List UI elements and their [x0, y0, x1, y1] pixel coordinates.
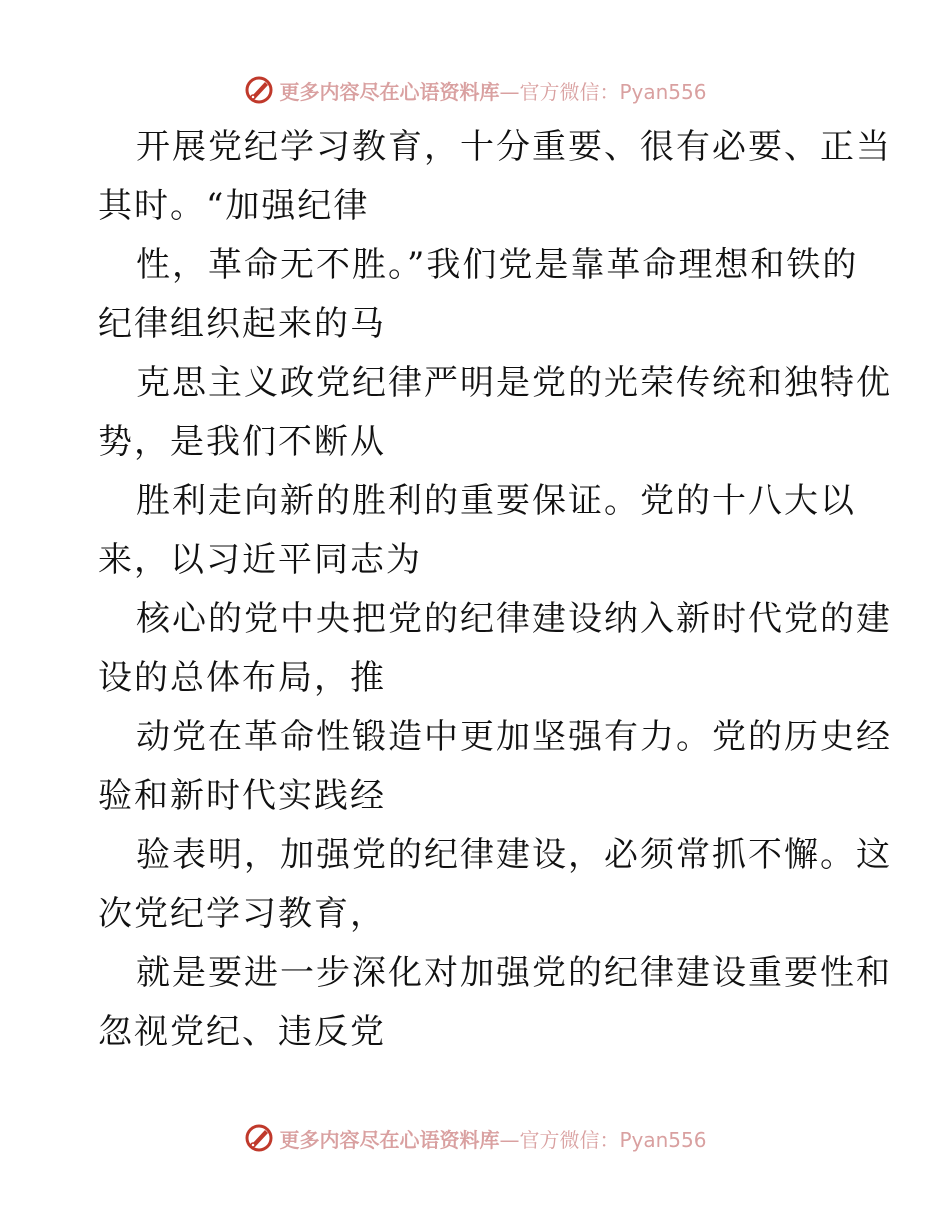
body-line: 次党纪学习教育，	[98, 894, 386, 934]
footer-banner-title: 更多内容尽在心语资料库	[279, 1127, 500, 1152]
body-line: 开展党纪学习教育，十分重要、很有必要、正当	[136, 127, 892, 167]
body-line: 克思主义政党纪律严明是党的光荣传统和独特优	[136, 363, 892, 403]
body-line: 性，革命无不胜。”我们党是靠革命理想和铁的	[136, 245, 859, 285]
body-line: 核心的党中央把党的纪律建设纳入新时代党的建	[136, 599, 892, 639]
body-line: 就是要进一步深化对加强党的纪律建设重要性和	[136, 953, 892, 993]
body-line: 忽视党纪、违反党	[98, 1012, 386, 1052]
brand-logo-icon	[243, 74, 275, 106]
body-line: 验表明，加强党的纪律建设，必须常抓不懈。这	[136, 835, 892, 875]
header-banner	[0, 70, 950, 110]
body-line: 势，是我们不断从	[98, 422, 386, 462]
body-line: 其时。“加强纪律	[98, 186, 370, 226]
header-banner-title: 更多内容尽在心语资料库	[279, 79, 500, 104]
document-body	[98, 118, 892, 1062]
footer-banner	[0, 1118, 950, 1158]
header-banner-subtitle: —官方微信：Pyan556	[499, 79, 707, 104]
body-line: 来，以习近平同志为	[98, 540, 422, 580]
body-line: 验和新时代实践经	[98, 776, 386, 816]
body-line: 设的总体布局，推	[98, 658, 386, 698]
footer-banner-subtitle: —官方微信：Pyan556	[499, 1127, 707, 1152]
brand-logo-icon	[243, 1122, 275, 1154]
body-line: 胜利走向新的胜利的重要保证。党的十八大以	[136, 481, 856, 521]
body-line: 动党在革命性锻造中更加坚强有力。党的历史经	[136, 717, 892, 757]
body-line: 纪律组织起来的马	[98, 304, 386, 344]
